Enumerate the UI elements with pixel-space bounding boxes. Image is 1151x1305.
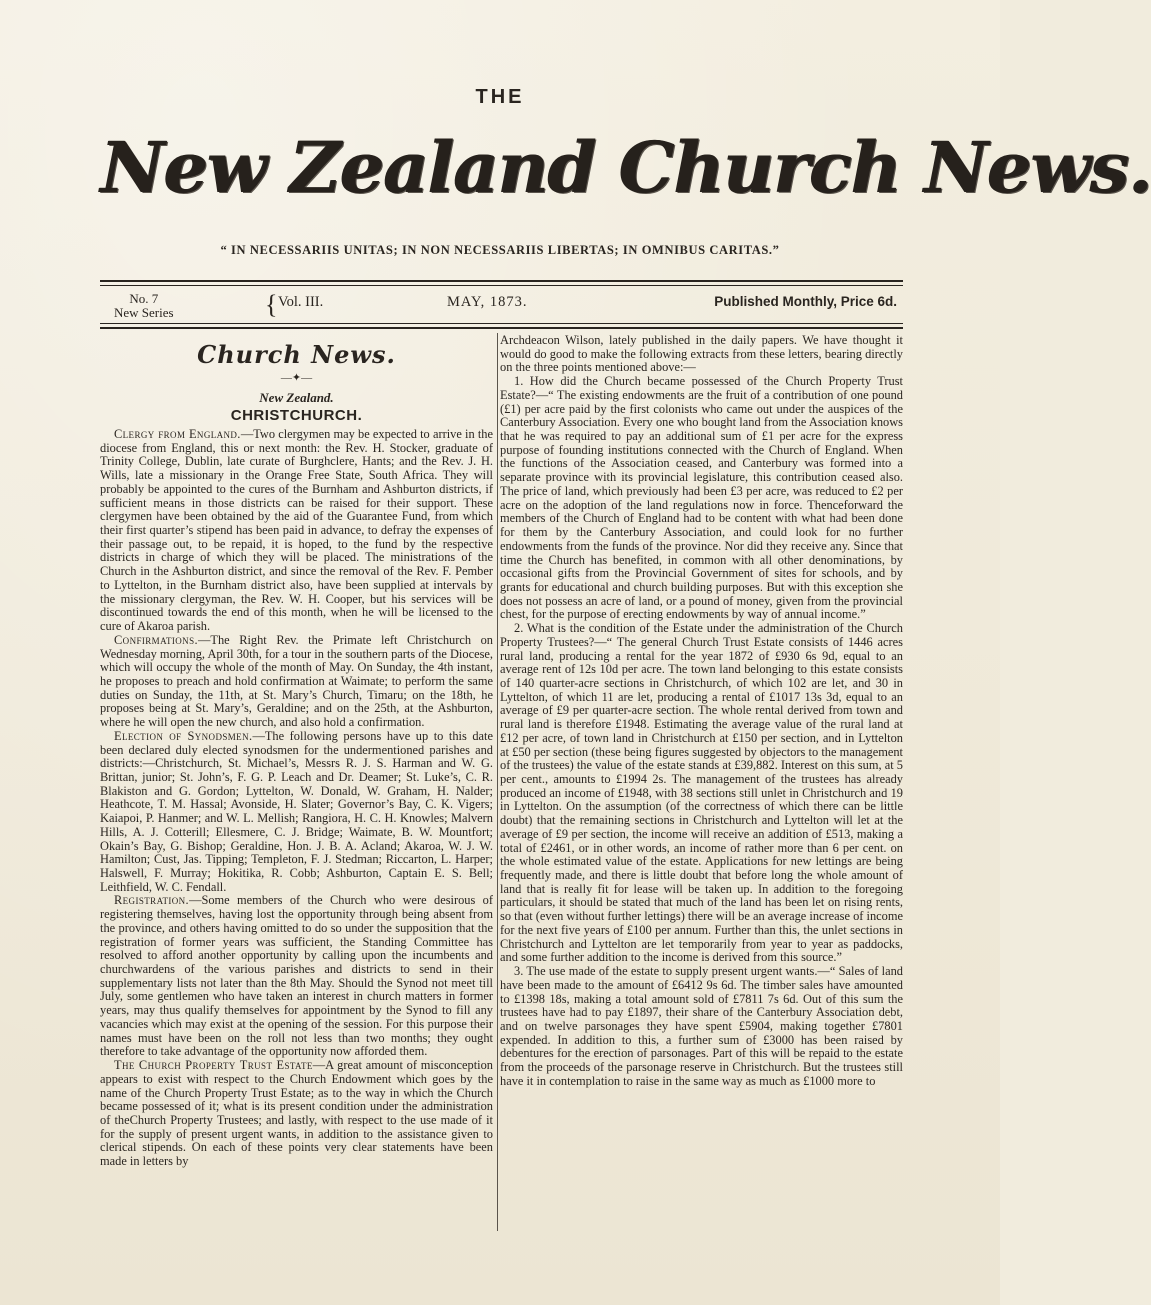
brace-icon: { xyxy=(265,290,278,319)
header-rule xyxy=(100,285,903,286)
right-articles xyxy=(500,334,903,1089)
ornament-icon: —✦— xyxy=(280,372,313,384)
article-paragraph xyxy=(100,634,493,730)
issue-volume: Vol. III. xyxy=(278,294,324,310)
article-paragraph xyxy=(100,730,493,895)
article-heading: Clergy from England. xyxy=(114,427,241,441)
masthead-title: New Zealand Church News. xyxy=(100,126,1151,209)
region-heading: New Zealand. xyxy=(259,390,334,405)
masthead-motto: “ IN NECESSARIIS UNITAS; IN NON NECESSARIIS LIBERTAS; IN OMNIBUS CARITAS.” xyxy=(220,243,780,257)
article-paragraph: 3. The use made of the estate to supply present urgent wants.—“ Sales of land have been made to the amount of £6412 9s 6d. The timber sales have amounted to £1398 18s, making a total amount sold of £7811 7s 6d. Out of this sum the trustees have had to pay £1897, their share of the Canterbury Association debt, and on twelve parsonages they have spent £5904, making together £7801 expended. In addition to this, a further sum of £3000 has been raised by debentures for the erection of parsonages. Part of this will be repaid to the estate from the proceeds of the parsonage reserve in Christchurch. But the trustees still have it in contemplation to raise in the same way as much as £1000 more to xyxy=(500,964,903,1088)
article-paragraph xyxy=(100,894,493,1059)
issue-number: No. 7 xyxy=(129,291,159,306)
left-column xyxy=(100,340,493,1169)
left-articles xyxy=(100,428,493,1169)
article-text: —The Right Rev. the Primate left Christchurch on Wednesday morning, April 30th, for a tour in the southern parts of the Diocese, which will occupy the whole of the month of May. On Sunday, the 4th instant, he proposes to preach and hold confirmation at Waimate; to perform the same duties on Sunday, the 11th, at St. Mary’s Church, Timaru; on the 18th, he proposes being at St. Mary’s, Geraldine; and on the 25th, at the Ashburton, where he will open the new church, and also hold a confirmation. xyxy=(100,632,493,730)
article-paragraph: 1. How did the Church became possessed of the Church Property Trust Estate?—“ The existing endowments are the fruit of a contribution of one pound (£1) per acre paid by the first colonists who came out under the auspices of the Canterbury Association. Every one who bought land from the Association knows that he was required to pay an additional sum of £1 per acre for the express purpose of founding institutions connected with the Church of England. When the functions of the Association ceased, and Canterbury was formed into a separate province with its provincial legislature, this contribution ceased also. The price of land, which previously had been £3 per acre, was reduced to £2 per acre on the adoption of the land regulations now in force. Thenceforward the members of the Church of England had to be content with what had been done for them by the Canterbury Association, and could look for no further endowments from the funds of the province. Nor did they receive any. Since that time the Church has benefited, in common with all other denominations, by occasional gifts from the Provincial Government of sites for schools, and by grants for educational and church building purposes. But with this exception she does not possess an acre of land, or a pound of money, given from the provincial chest, for the purpose of erecting endowments by way of annual income.” xyxy=(500,374,903,622)
right-column xyxy=(500,334,903,1089)
article-heading: Registration. xyxy=(114,893,190,908)
article-paragraph xyxy=(100,428,493,634)
issue-info-bar xyxy=(100,290,903,322)
article-text: —A great amount of misconception appears to exist with respect to the Church Endowment which goes by the name of the Church Property Trust Estate; as to the way in which the Church became possessed of it; what is its present condition under the administration of theChurch Property Trustees; and lastly, with respect to the use made of it for the supply of present urgent wants, in addition to the assistance given to clerical stipends. On each of these points very clear statements have been made in letters by xyxy=(100,1058,493,1169)
issue-series: New Series xyxy=(114,305,174,320)
section-title: Church News. xyxy=(197,340,396,369)
article-paragraph: Archdeacon Wilson, lately published in the daily papers. We have thought it would do good to make the following extracts from these letters, bearing directly on the three points mentioned above:— xyxy=(500,333,903,375)
masthead-the: THE xyxy=(475,86,525,108)
issue-publication: Published Monthly, Price 6d. xyxy=(714,294,897,309)
article-heading: The Church Property Trust Estate xyxy=(114,1058,313,1073)
article-paragraph: 2. What is the condition of the Estate under the administration of the Church Property Trustees?—“ The general Church Trust Estate consists of 1446 acres rural land, producing a rental for the year 1872 of £930 6s 9d, equal to an average rent of 12s 10d per acre. The town land belonging to this estate consists of 140 quarter-acre sections in Christchurch, of which 102 are let, and 30 in Lyttelton, of which 11 are let, producing a rental of £1017 13s 3d, equal to an average of £9 per quarter-acre section. The whole rental derived from town and rural land is therefore £1948. Estimating the average value of the rural land at £12 per acre, of town land in Christchurch at £150 per section, and in Lyttelton at £50 per section (these being figures suggested by objectors to the management of the trustees) the value of the estate stands at £39,882. Interest on this sum, at 5 per cent., amounts to £1994 2s. The management of the trustees has already produced an income of £1948, with 38 sections still unlet in Christchurch and 19 in Lyttelton. On the assumption (of the correctness of which there can be little doubt) that the remaining sections in Christchurch and Lyttelton will let at the average of £9 per section, the income will receive an addition of £513, making a total of £2461, or in other words, an income of rather more than 6 per cent. on the whole estimated value of the estate. Applications for new lettings are being frequently made, and there is little doubt that before long the whole amount of land that is really fit for lease will be taken up. In addition to the foregoing particulars, it should be stated that much of the land has been let on rising rents, so that (even without further lettings) there will be an average increase of income for the next five years of £100 per annum. Further than this, the unlet sections in Christchurch and Lyttelton are let temporarily from year to year as paddocks, and some further addition to the income is derived from this source.” xyxy=(500,621,903,965)
article-paragraph xyxy=(100,1059,493,1169)
article-text: —Two clergymen may be expected to arrive in the diocese from England, this or next month: the Rev. H. Stocker, graduate of Trinity College, Dublin, late curate of Burghclere, Hants; and the Rev. J. H. Wills, late a missionary in the Orange Free State, South Africa. They will probably be appointed to the cures of the Burnham and Ashburton districts, if sufficient means in those districts can be raised for their support. These clergymen have been obtained by the aid of the Guarantee Fund, from which their first quarter’s stipend has been paid in advance, to defray the expenses of their passage out, to be repaid, it is hoped, to the fund by the respective districts in charge of which they will be placed. The ministrations of the Church in the Ashburton district, and since the removal of the Rev. F. Pember to Lyttelton, in the Burnham district also, have been supplied at intervals by the missionary clergyman, the Rev. W. H. Cooper, but his services will be discontinued towards the end of this month, when he will be licensed to the cure of Akaroa parish. xyxy=(100,427,493,634)
article-text: —The following persons have up to this date been declared duly elected synodsmen for the undermentioned parishes and districts:—Christchurch, St. Michael’s, Messrs R. J. S. Harman and W. G. Brittan, junior; St. John’s, F. G. P. Leach and Dr. Deamer; St. Luke’s, C. R. Blakiston and G. Gordon; Lyttelton, W. Donald, W. Graham, H. Nalder; Heathcote, T. M. Hassal; Avonside, H. Slater; Governor’s Bay, C. K. Vigers; Kaiapoi, P. Hanmer; and W. L. Mellish; Rangiora, H. C. H. Knowles; Malvern Hills, A. J. Cotterill; Ellesmere, C. J. Bridge; Waimate, B. W. Mountfort; Okain’s Bay, G. Bishop; Geraldine, Hon. J. B. A. Acland; Akaroa, W. J. W. Hamilton; Cust, Jas. Tipping; Templeton, F. J. Stedman; Riccarton, L. Harper; Halswell, F. Murray; Hokitika, R. Cobb; Ashburton, Captain E. S. Bell; Leithfield, W. C. Fendall. xyxy=(100,728,493,894)
header-rule xyxy=(100,323,903,324)
header-rule xyxy=(100,327,903,329)
column-divider xyxy=(497,333,498,1231)
city-heading: CHRISTCHURCH. xyxy=(230,407,363,424)
article-text: —Some members of the Church who were desirous of registering themselves, having lost the opportunity through being absent from the province, and others having omitted to do so under the supposition that the registration of former years was sufficient, the Standing Committee has resolved to afford another opportunity by calling upon the incumbents and churchwardens of the various parishes and districts to send in their supplementary lists not later than the 8th May. Should the Synod not meet till July, some gentlemen who have taken an interest in church matters in former years, may thus qualify themselves for appointment by the Synod to fill any vacancies which may exist at the opening of the session. For this purpose their names must have been on the roll not less than two months; they ought therefore to take advantage of the opportunity now afforded them. xyxy=(100,893,493,1059)
article-heading: Election of Synodsmen. xyxy=(114,728,253,743)
header-rule xyxy=(100,280,903,282)
issue-date: MAY, 1873. xyxy=(447,294,528,310)
issue-number-block xyxy=(114,292,174,320)
article-heading: Confirmations. xyxy=(114,632,198,647)
